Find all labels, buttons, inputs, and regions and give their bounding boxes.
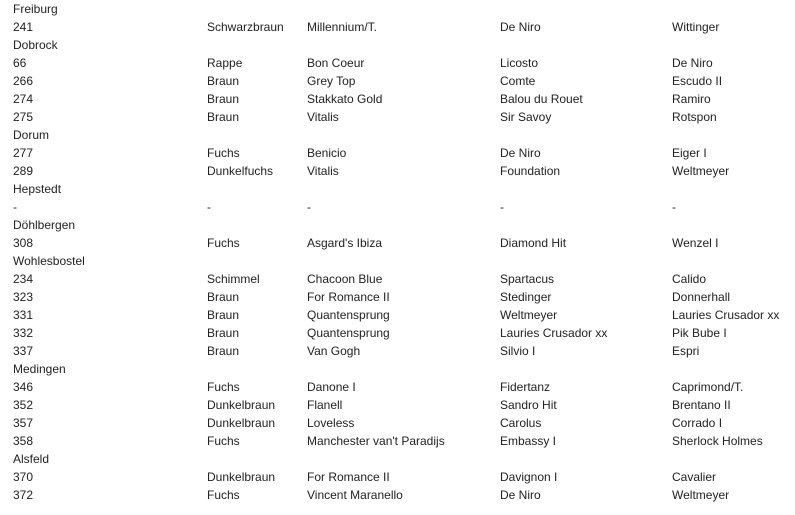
table-row <box>0 468 795 486</box>
table-row <box>0 324 795 342</box>
cell-sire: Danone I <box>307 380 356 394</box>
cell-color: Fuchs <box>207 434 240 448</box>
cell-sire: For Romance II <box>307 290 390 304</box>
cell-sire: Millennium/T. <box>307 20 378 34</box>
cell-number: 323 <box>13 290 34 304</box>
cell-grand-dam-sire: Ramiro <box>672 92 711 106</box>
cell-sire: Benicio <box>307 146 347 160</box>
table-row <box>0 414 795 432</box>
cell-dam-sire: Lauries Crusador xx <box>500 326 608 340</box>
group-heading-row <box>0 252 795 270</box>
cell-grand-dam-sire: Calido <box>672 272 707 286</box>
cell-sire: Flanell <box>307 398 343 412</box>
cell-number: 241 <box>13 20 34 34</box>
cell-grand-dam-sire: - <box>672 200 676 214</box>
cell-number: 346 <box>13 380 34 394</box>
cell-color: Fuchs <box>207 146 240 160</box>
cell-color: Braun <box>207 92 240 106</box>
cell-grand-dam-sire: Wittinger <box>672 20 720 34</box>
cell-dam-sire: Weltmeyer <box>500 308 558 322</box>
cell-grand-dam-sire: Eiger I <box>672 146 707 160</box>
group-heading-row <box>0 0 795 18</box>
group-heading-row <box>0 126 795 144</box>
cell-dam-sire: De Niro <box>500 20 541 34</box>
cell-sire: Vitalis <box>307 110 339 124</box>
table-row <box>0 270 795 288</box>
cell-sire: Van Gogh <box>307 344 361 358</box>
cell-color: Dunkelbraun <box>207 470 276 484</box>
table-row <box>0 396 795 414</box>
cell-color: Schimmel <box>207 272 260 286</box>
cell-number: 266 <box>13 74 34 88</box>
cell-color: Braun <box>207 290 240 304</box>
table-row <box>0 486 795 504</box>
cell-number: 337 <box>13 344 34 358</box>
cell-sire: Grey Top <box>307 74 356 88</box>
cell-dam-sire: Diamond Hit <box>500 236 567 250</box>
table-row <box>0 72 795 90</box>
cell-grand-dam-sire: De Niro <box>672 56 713 70</box>
cell-dam-sire: Sandro Hit <box>500 398 557 412</box>
group-heading: Medingen <box>13 362 66 376</box>
cell-sire: Asgard's Ibiza <box>307 236 382 250</box>
cell-sire: Loveless <box>307 416 355 430</box>
cell-number: 308 <box>13 236 34 250</box>
cell-grand-dam-sire: Donnerhall <box>672 290 731 304</box>
cell-grand-dam-sire: Corrado I <box>672 416 723 430</box>
table-row <box>0 54 795 72</box>
cell-color: Fuchs <box>207 488 240 502</box>
table-row <box>0 378 795 396</box>
cell-color: Braun <box>207 344 240 358</box>
cell-number: 275 <box>13 110 34 124</box>
group-heading-row <box>0 216 795 234</box>
table-row <box>0 18 795 36</box>
cell-number: 331 <box>13 308 34 322</box>
cell-sire: Vitalis <box>307 164 339 178</box>
cell-grand-dam-sire: Wenzel I <box>672 236 719 250</box>
group-heading: Alsfeld <box>13 452 50 466</box>
cell-dam-sire: Comte <box>500 74 536 88</box>
cell-sire: Vincent Maranello <box>307 488 403 502</box>
cell-color: Fuchs <box>207 380 240 394</box>
cell-number: 332 <box>13 326 34 340</box>
cell-dam-sire: Davignon I <box>500 470 558 484</box>
cell-sire: Quantensprung <box>307 326 390 340</box>
group-heading: Hepstedt <box>13 182 62 196</box>
table-row <box>0 288 795 306</box>
cell-number: 358 <box>13 434 34 448</box>
table-row <box>0 90 795 108</box>
cell-color: Rappe <box>207 56 243 70</box>
cell-dam-sire: Carolus <box>500 416 542 430</box>
cell-grand-dam-sire: Caprimond/T. <box>672 380 744 394</box>
group-heading-row <box>0 180 795 198</box>
cell-number: 234 <box>13 272 34 286</box>
table-row <box>0 432 795 450</box>
cell-number: 370 <box>13 470 34 484</box>
cell-number: 357 <box>13 416 34 430</box>
table-row <box>0 198 795 216</box>
cell-dam-sire: Spartacus <box>500 272 555 286</box>
cell-color: Braun <box>207 326 240 340</box>
cell-sire: For Romance II <box>307 470 390 484</box>
group-heading: Freiburg <box>13 2 58 16</box>
cell-sire: Manchester van't Paradijs <box>307 434 445 448</box>
cell-dam-sire: Foundation <box>500 164 561 178</box>
table-row <box>0 342 795 360</box>
cell-grand-dam-sire: Lauries Crusador xx <box>672 308 780 322</box>
cell-color: Schwarzbraun <box>207 20 284 34</box>
cell-color: - <box>207 200 211 214</box>
group-heading: Wohlesbostel <box>13 254 85 268</box>
cell-number: 274 <box>13 92 34 106</box>
cell-color: Braun <box>207 74 240 88</box>
cell-dam-sire: Fidertanz <box>500 380 551 394</box>
cell-dam-sire: Licosto <box>500 56 539 70</box>
cell-number: - <box>13 200 17 214</box>
cell-number: 352 <box>13 398 34 412</box>
cell-dam-sire: Embassy I <box>500 434 557 448</box>
cell-color: Dunkelbraun <box>207 416 276 430</box>
cell-color: Dunkelbraun <box>207 398 276 412</box>
cell-dam-sire: Sir Savoy <box>500 110 552 124</box>
table-row <box>0 234 795 252</box>
cell-grand-dam-sire: Brentano II <box>672 398 731 412</box>
cell-grand-dam-sire: Rotspon <box>672 110 717 124</box>
cell-number: 66 <box>13 56 27 70</box>
cell-sire: Bon Coeur <box>307 56 365 70</box>
table-row <box>0 144 795 162</box>
table-row <box>0 162 795 180</box>
group-heading: Dobrock <box>13 38 58 52</box>
cell-number: 289 <box>13 164 34 178</box>
cell-sire: - <box>307 200 311 214</box>
table-row <box>0 306 795 324</box>
group-heading-row <box>0 360 795 378</box>
group-heading: Döhlbergen <box>13 218 76 232</box>
cell-sire: Stakkato Gold <box>307 92 383 106</box>
cell-dam-sire: Balou du Rouet <box>500 92 583 106</box>
group-heading: Dorum <box>13 128 50 142</box>
table-row <box>0 108 795 126</box>
cell-grand-dam-sire: Weltmeyer <box>672 164 730 178</box>
group-heading-row <box>0 450 795 468</box>
cell-grand-dam-sire: Sherlock Holmes <box>672 434 763 448</box>
cell-dam-sire: Silvio I <box>500 344 536 358</box>
group-heading-row <box>0 36 795 54</box>
cell-number: 277 <box>13 146 34 160</box>
cell-sire: Chacoon Blue <box>307 272 383 286</box>
cell-grand-dam-sire: Espri <box>672 344 700 358</box>
cell-dam-sire: - <box>500 200 504 214</box>
cell-color: Fuchs <box>207 236 240 250</box>
cell-number: 372 <box>13 488 34 502</box>
cell-dam-sire: De Niro <box>500 488 541 502</box>
cell-grand-dam-sire: Pik Bube I <box>672 326 727 340</box>
cell-sire: Quantensprung <box>307 308 390 322</box>
cell-color: Braun <box>207 308 240 322</box>
cell-dam-sire: Stedinger <box>500 290 552 304</box>
cell-color: Dunkelfuchs <box>207 164 274 178</box>
cell-grand-dam-sire: Cavalier <box>672 470 717 484</box>
cell-grand-dam-sire: Escudo II <box>672 74 723 88</box>
cell-grand-dam-sire: Weltmeyer <box>672 488 730 502</box>
cell-color: Braun <box>207 110 240 124</box>
cell-dam-sire: De Niro <box>500 146 541 160</box>
